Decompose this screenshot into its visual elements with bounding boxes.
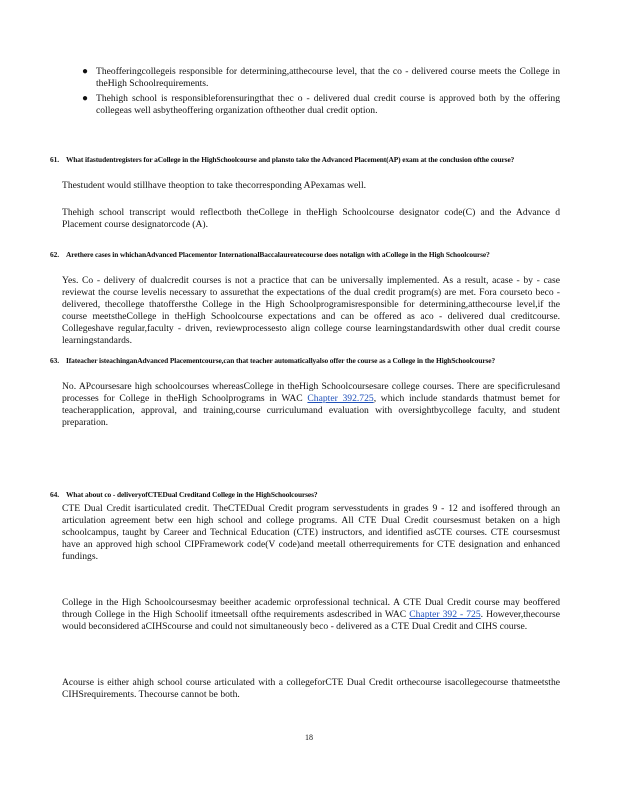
question-text: What ifastudentregisters for aCollege in the HighSchoolcourse and plansto take the Advanced Placement(AP) exam at the conclusion ofthe course? xyxy=(66,155,515,164)
question-text: What about co - deliveryofCTEDual Creditand College in the HighSchoolcourses? xyxy=(66,490,318,499)
question-64 xyxy=(50,490,560,500)
answer-64-paragraph-2 xyxy=(62,597,560,633)
wac-chapter-link[interactable]: Chapter 392.725 xyxy=(307,393,374,404)
answer-text: . However,thecourse would beconsidered aCIHScourse and could not simultaneously beco - delivered as a CTE Dual Credit and CIHS course. xyxy=(62,609,561,632)
question-text: Ifateacher isteachinganAdvanced Placementcourse,can that teacher automaticallyalso offer the course as a College in the HighSchoolcourse? xyxy=(66,356,496,365)
answer-text: No. APcoursesare high schoolcourses whereasCollege in theHigh Schoolcoursesare college courses. There are specificrulesand processes for College in theHigh Schoolprograms in WAC xyxy=(62,381,560,404)
question-text: Arethere cases in whichanAdvanced Placementor InternationalBaccalaureatecourse does notalign with aCollege in the High Schoolcourse? xyxy=(66,250,490,259)
answer-61-paragraph-2: Thehigh school transcript would reflectboth theCollege in theHigh Schoolcourse designator code(C) and the Advance d Placement course designatorcode (A). xyxy=(62,207,560,230)
question-number: 63. xyxy=(50,356,59,365)
wac-chapter-link[interactable]: Chapter 392 - 725 xyxy=(409,609,481,620)
answer-64-paragraph-3: Acourse is either ahigh school course articulated with a collegeforCTE Dual Credit orthecourse isacollegecourse thatmeetsthe CIHSrequirements. Thecourse cannot be both. xyxy=(62,677,560,700)
bullet-item xyxy=(60,66,560,90)
answer-text: , which include standards thatmust bemet for teacherapplication, approval, and training,course curriculumand evaluation with oversightbycollege faculty, and student preparation. xyxy=(62,393,560,428)
question-number: 61. xyxy=(50,155,59,164)
question-number: 64. xyxy=(50,490,59,499)
bullet-icon: ● xyxy=(82,93,89,104)
question-62 xyxy=(50,250,560,260)
answer-64-paragraph-1: CTE Dual Credit isarticulated credit. TheCTEDual Credit program servesstudents in grades 9 - 12 and isoffered through an articulation agreement betw een high school and college programs. All CTE Dual Credit coursesmust betaken on a high schoolcampus, taught by Career and Technical Education (CTE) instructors, and identified asCTE courses. CTE coursesmust have an approved high school CIPFramework code(V code)and meetall otherrequirements for CTE designation and enhanced fundings. xyxy=(62,503,560,562)
question-63 xyxy=(50,356,560,366)
bullet-list xyxy=(60,66,560,120)
answer-61-paragraph-1: Thestudent would stillhave theoption to take thecorresponding APexamas well. xyxy=(62,180,367,191)
answer-63 xyxy=(62,381,560,429)
bullet-item xyxy=(60,93,560,117)
bullet-icon: ● xyxy=(82,66,89,77)
page-number: 18 xyxy=(305,733,313,742)
question-61 xyxy=(50,155,560,165)
answer-62: Yes. Co - delivery of dualcredit courses is not a practice that can be universally implemented. As a result, acase - by - case reviewat the course levelis necessary to assurethat the expectations of the dual credit program(s) are met. Fora courseto beco - delivered, thecollege thatoffersthe College in the High Schoolprogramisresponsible for determining,atthecourse level,if the course meetstheCollege in theHigh Schoolcourse expectations and can be offered as aco - delivered dual creditcourse. Collegeshave regular,faculty - driven, reviewprocessesto align college course learningstandardswith other dual credit course learningstandards. xyxy=(62,275,560,346)
question-number: 62. xyxy=(50,250,59,259)
answer-text: College in the High Schoolcoursesmay beeither academic orprofessional technical. A CTE Dual Credit course may beoffered through College in the High Schoolif itmeetsall ofthe requirements asdescribed in WAC xyxy=(62,597,560,620)
bullet-text: Theofferingcollegeis responsible for determining,atthecourse level, that the co - delivered course meets the College in theHigh Schoolrequirements. xyxy=(96,66,560,89)
bullet-text: Thehigh school is responsibleforensuringthat thec o - delivered dual credit course is approved both by the offering collegeas well asbytheoffering organization oftheother dual credit option. xyxy=(96,93,560,116)
